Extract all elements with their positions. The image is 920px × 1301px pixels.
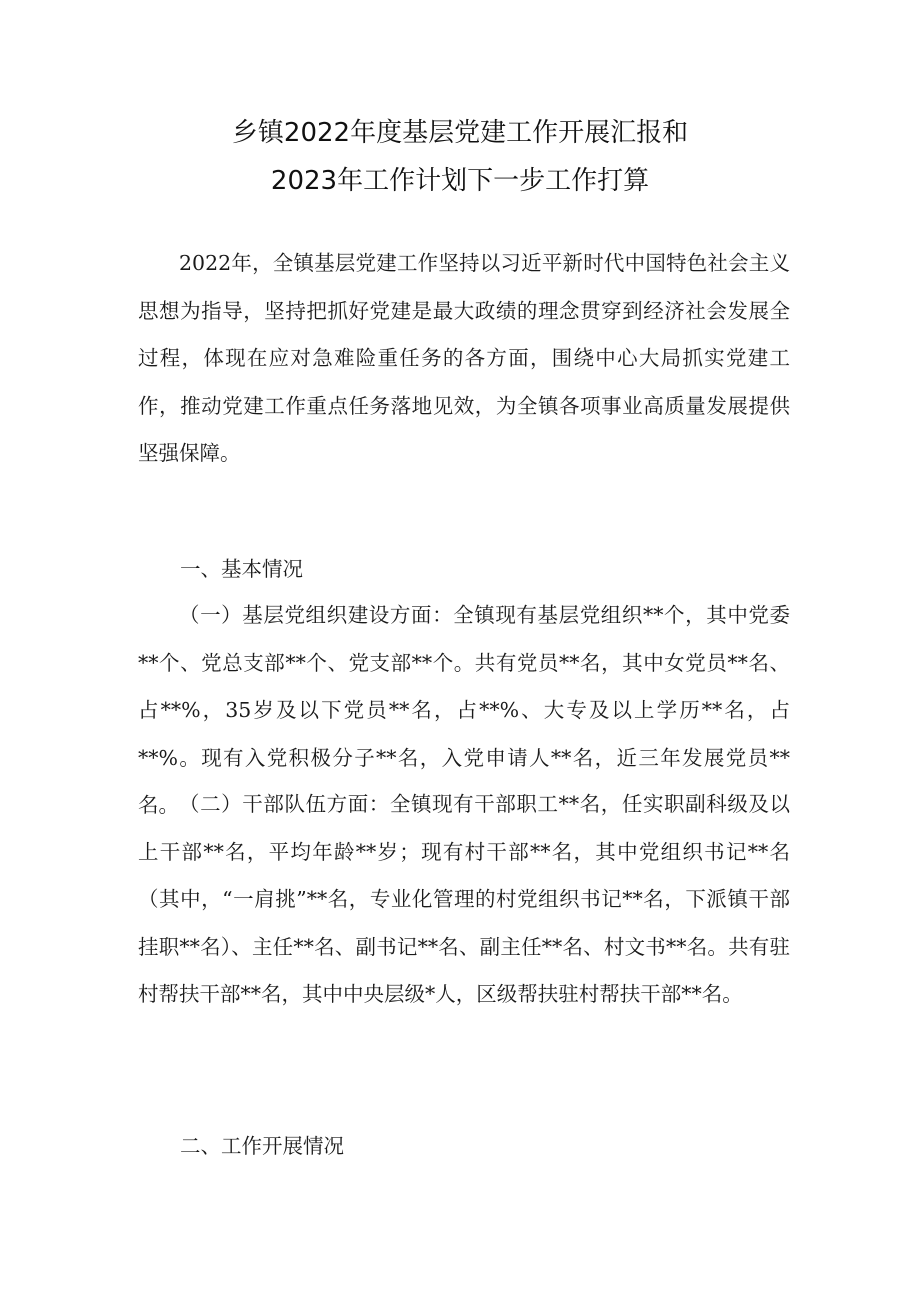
section-heading-basic-situation: 一、基本情况	[180, 557, 303, 581]
document-title-line-1: 乡镇2022年度基层党建工作开展汇报和	[231, 118, 689, 148]
paragraph-party-organization: （一）基层党组织建设方面：全镇现有基层党组织**个，其中党委**个、党总支部**个、党支部**个。共有党员**名，其中女党员**名、占**%，35岁及以下党员**名，占**%、大专及以上学历**名，占**%。现有入党积极分子**名，入党申请人**名，近三年发展党员**名。	[138, 603, 790, 817]
intro-paragraph: 2022年，全镇基层党建工作坚持以习近平新时代中国特色社会主义思想为指导，坚持把抓好党建是最大政绩的理念贯穿到经济社会发展全过程，体现在应对急难险重任务的各方面，围绕中心大局抓实党建工作，推动党建工作重点任务落地见效，为全镇各项事业高质量发展提供坚强保障。	[138, 251, 790, 465]
document-title-line-2: 2023年工作计划下一步工作打算	[270, 166, 650, 196]
section-heading-work-progress: 二、工作开展情况	[180, 1134, 344, 1158]
paragraph-cadre-team: （二）干部队伍方面：全镇现有干部职工**名，任实职副科级及以上干部**名，平均年龄**岁；现有村干部**名，其中党组织书记**名（其中，“一肩挑”**名，专业化管理的村党组织书记**名，下派镇干部挂职**名）、主任**名、副书记**名、副主任**名、村文书**名。共有驻村帮扶干部**名，其中中央层级*人，区级帮扶驻村帮扶干部**名。	[138, 792, 790, 1006]
